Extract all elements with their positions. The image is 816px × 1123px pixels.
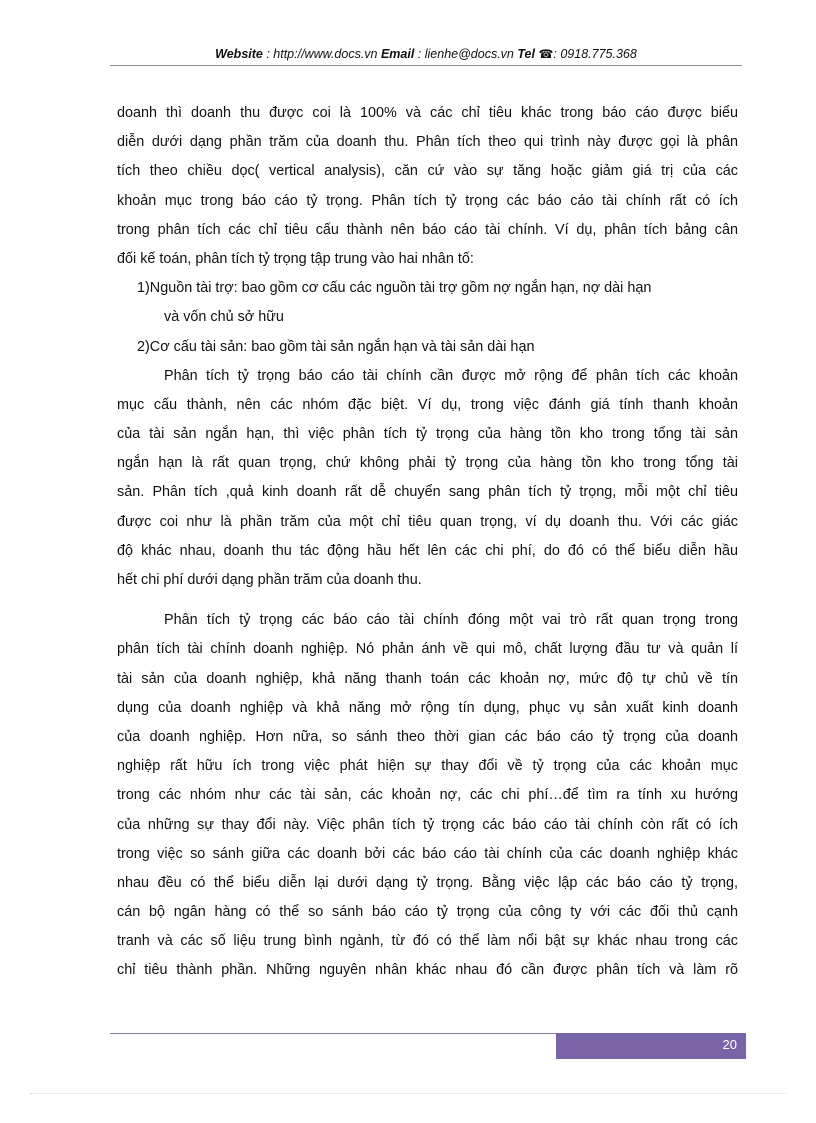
list-number: 1) [137,280,150,297]
text-line: của doanh nghiệp. Hơn nữa, so sánh theo thời gian các báo cáo tỷ trọng của doanh [117,728,738,745]
website-label: Website [215,47,263,61]
text-line: tích theo chiều dọc( vertical analysis), căn cứ vào sự tăng hoặc giảm giá trị của các [117,163,738,180]
text-line: tranh và các số liệu trung bình ngành, từ đó có thể làm nổi bật sự khác nhau trong các [117,933,738,950]
paragraph-gap [117,595,738,606]
text-line: nghiệp rất hữu ích trong việc phát hiện sự thay đổi về tỷ trọng của các khoản mục [117,758,738,775]
list-text: Nguồn tài trợ: bao gồm cơ cấu các nguồn tài trợ gồm nợ ngắn hạn, nợ dài hạn [149,280,652,297]
email-value: : lienhe@docs.vn [414,47,518,61]
email-label: Email [380,47,415,61]
text-line: sản. Phân tích ,quả kinh doanh rất dễ chuyển sang phân tích tỷ trọng, mỗi một chỉ tiêu [117,484,738,501]
page-break-line [30,1093,786,1094]
page-number: 20 [722,1037,737,1052]
website-value: : http://www.docs.vn [262,47,381,61]
text-line: trong phân tích các chỉ tiêu cấu thành nên báo cáo tài chính. Ví dụ, phân tích bảng cân [117,221,738,238]
page-number-box [556,1033,746,1059]
text-line: doanh thì doanh thu được coi là 100% và các chỉ tiêu khác trong báo cáo được biểu [117,105,738,121]
text-line: của những sự thay đổi này. Việc phân tích tỷ trọng các báo cáo tài chính còn rất có ích [117,816,738,833]
text-line: mục cấu thành, nên các nhóm đặc biệt. Ví dụ, trong việc đánh giá tính thanh khoản [117,396,738,413]
text-line: trong các nhóm như các tài sản, các khoản nợ, các chi phí…để tìm ra tính xu hướng [117,787,738,804]
list-number: 2) [137,338,150,355]
text-line: ngắn hạn là rất quan trọng, chứ không phải tỷ trọng của hàng tồn kho trong tổng tài [117,455,738,472]
text-line: khoản mục trong báo cáo tỷ trọng. Phân tích tỷ trọng các báo cáo tài chính rất có ích [117,192,738,209]
page-header [110,47,742,61]
header-divider [110,65,742,66]
list-item [117,333,738,362]
text-line: hết chi phí dưới dạng phần trăm của doanh thu. [117,572,422,588]
text-line: dụng của doanh nghiệp và khả năng mở rộng tín dụng, phục vụ sản xuất kinh doanh [117,699,738,716]
list-text: Cơ cấu tài sản: bao gồm tài sản ngắn hạn và tài sản dài hạn [149,338,535,355]
list-item [117,274,738,303]
text-line: tài sản của doanh nghiệp, khả năng thanh toán các khoản nợ, mức độ tự chủ về tín [117,670,738,687]
tel-label: Tel [517,47,535,61]
text-line: Phân tích tỷ trọng báo cáo tài chính cần được mở rộng để phân tích các khoản [164,367,738,384]
tel-value: : 0918.775.368 [553,47,637,61]
text-line: độ khác nhau, doanh thu tác động hầu hết lên các chi phí, do đó có thể biểu diễn hầu [117,542,738,559]
telephone-icon: ☎ [538,47,554,61]
text-line: của tài sản ngắn hạn, thì việc phân tích tỷ trọng của hàng tồn kho trong tổng tài sản [117,426,738,443]
text-line: diễn dưới dạng phần trăm của doanh thu. Phân tích theo qui trình này được gọi là phân [117,134,738,151]
text-line: Phân tích tỷ trọng các báo cáo tài chính đóng một vai trò rất quan trọng trong [164,612,738,629]
text-line: được coi như là phần trăm của một chỉ tiêu quan trọng, ví dụ doanh thu. Với các giác [117,513,738,530]
text-line: chỉ tiêu thành phần. Những nguyên nhân khác nhau đó cần được phân tích và làm rõ [117,962,738,979]
list-item-continuation: và vốn chủ sở hữu [164,309,284,326]
text-line: phân tích tài chính doanh nghiệp. Nó phản ánh về qui mô, chất lượng đầu tư và quản lí [117,641,738,658]
text-line: trong việc so sánh giữa các doanh bởi các báo cáo tài chính của các doanh nghiệp khác [117,845,738,862]
document-body [117,99,738,986]
text-line: cán bộ ngân hàng có thể so sánh báo cáo tỷ trọng của công ty với các đối thủ cạnh [117,904,738,921]
text-line: đối kế toán, phân tích tỷ trọng tập trung vào hai nhân tố: [117,250,474,267]
text-line: nhau đều có thể biểu diễn lại dưới dạng tỷ trọng. Bằng việc lập các báo cáo tỷ trọng, [117,874,738,891]
